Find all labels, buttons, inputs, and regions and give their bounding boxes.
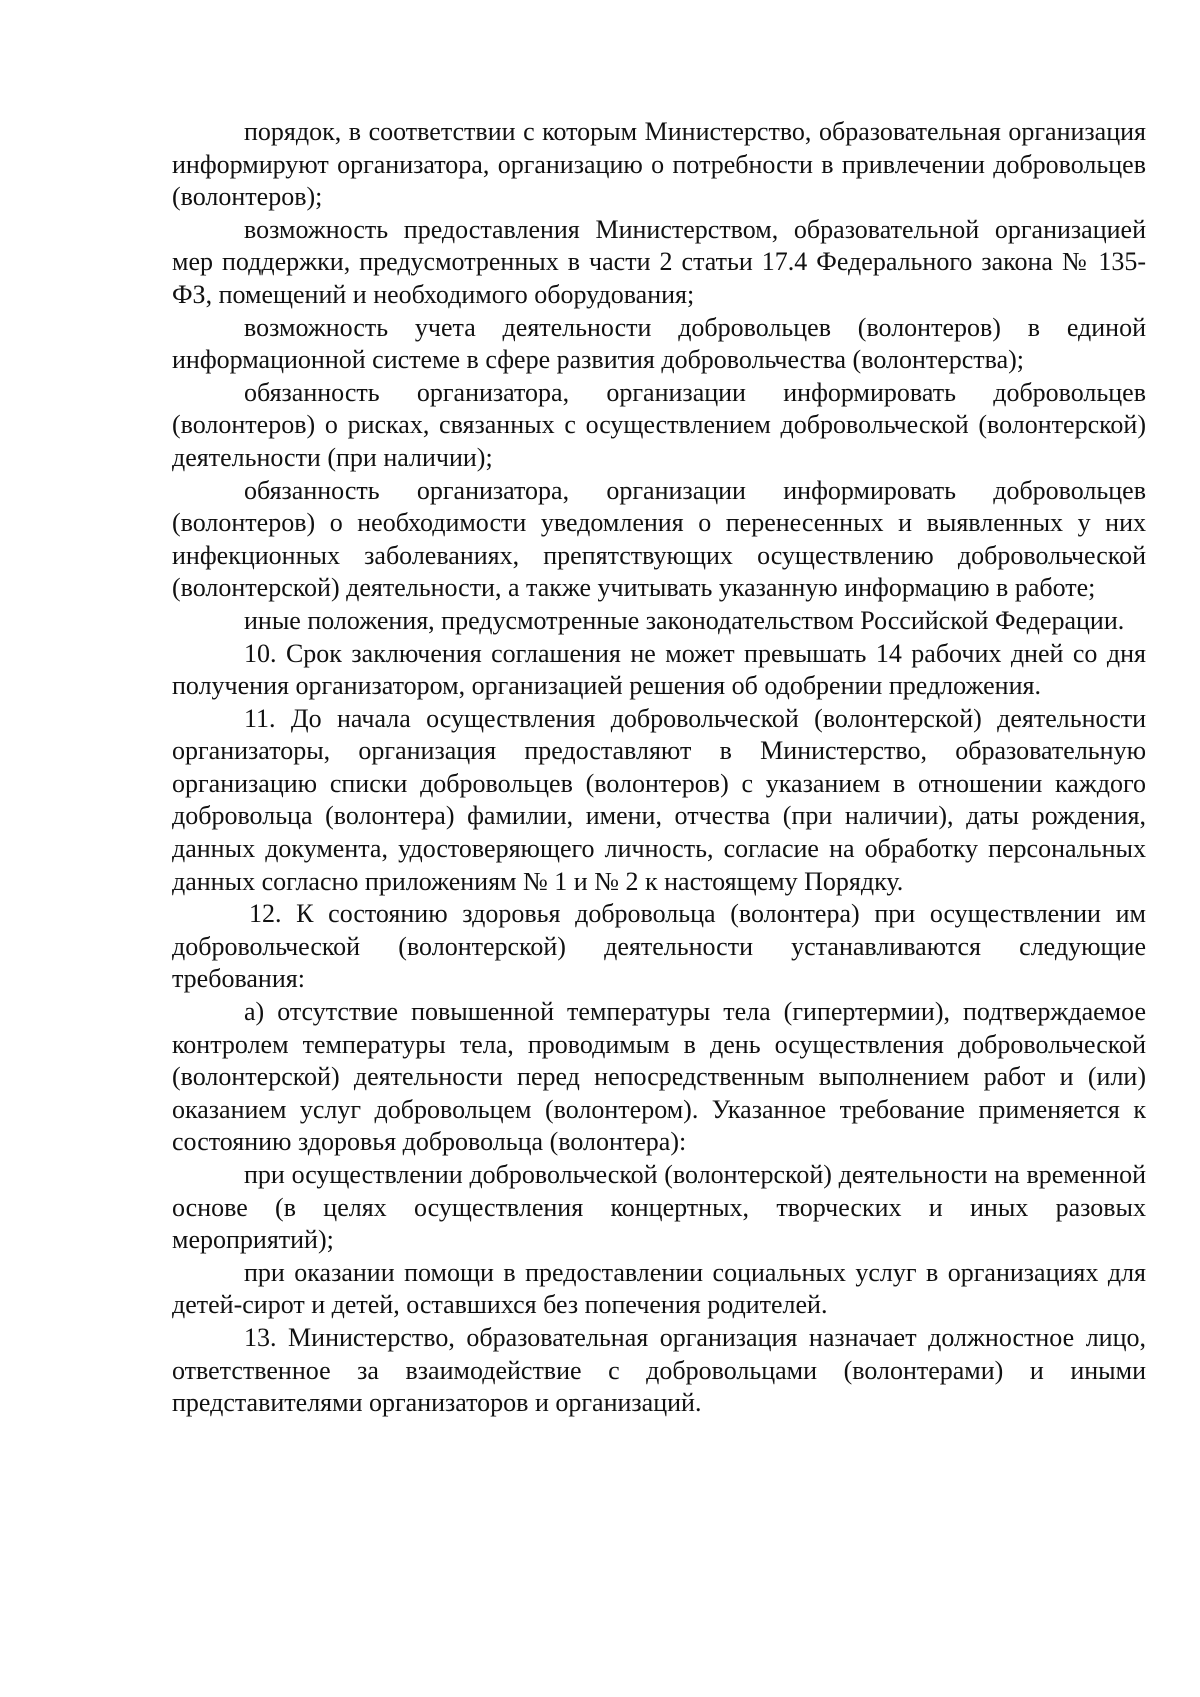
paragraph-information-system: возможность учета деятельности добровольцев (волонтеров) в единой информационной системе в сфере развития добровольчества (волонтерства); <box>172 312 1146 375</box>
paragraph-notification-procedure: порядок, в соответствии с которым Министерство, образовательная организация информируют организатора, организацию о потребности в привлечении добровольцев (волонтеров); <box>172 117 1146 212</box>
paragraph-risk-information: обязанность организатора, организации информировать добровольцев (волонтеров) о рисках, связанных с осуществлением добровольческой (волонтерской) деятельности (при наличии); <box>172 377 1146 472</box>
paragraph-social-services: при оказании помощи в предоставлении социальных услуг в организациях для детей-сирот и детей, оставшихся без попечения родителей. <box>172 1257 1146 1320</box>
paragraph-item-12-a: а) отсутствие повышенной температуры тела (гипертермии), подтверждаемое контролем температуры тела, проводимым в день осуществления добровольческой (волонтерской) деятельности перед непосредственным выполнением работ и (или) оказанием услуг добровольцем (волонтером). Указанное требование применяется к состоянию здоровья добровольца (волонтера): <box>172 997 1146 1157</box>
paragraph-temporary-activity: при осуществлении добровольческой (волонтерской) деятельности на временной основе (в целях осуществления концертных, творческих и иных разовых мероприятий); <box>172 1160 1146 1255</box>
paragraph-infection-notification: обязанность организатора, организации информировать добровольцев (волонтеров) о необходимости уведомления о перенесенных и выявленных у них инфекционных заболеваниях, препятствующих осуществлению добровольческой (волонтерской) деятельности, а также учитывать указанную информацию в работе; <box>172 475 1146 603</box>
paragraph-support-measures: возможность предоставления Министерством, образовательной организацией мер поддержки, предусмотренных в части 2 статьи 17.4 Федерального закона № 135-ФЗ, помещений и необходимого оборудования; <box>172 214 1146 309</box>
paragraph-other-provisions: иные положения, предусмотренные законодательством Российской Федерации. <box>244 605 1125 635</box>
paragraph-item-12: 12. К состоянию здоровья добровольца (волонтера) при осуществлении им добровольческой (волонтерской) деятельности устанавливаются следующие требования: <box>172 899 1146 994</box>
paragraph-item-11: 11. До начала осуществления добровольческой (волонтерской) деятельности организаторы, организация предоставляют в Министерство, образовательную организацию списки добровольцев (волонтеров) с указанием в отношении каждого добровольца (волонтера) фамилии, имени, отчества (при наличии), даты рождения, данных документа, удостоверяющего личность, согласие на обработку персональных данных согласно приложениям № 1 и № 2 к настоящему Порядку. <box>172 703 1146 896</box>
paragraph-item-10: 10. Срок заключения соглашения не может превышать 14 рабочих дней со дня получения организатором, организацией решения об одобрении предложения. <box>172 638 1146 701</box>
document-page <box>172 116 1146 1420</box>
paragraph-item-13: 13. Министерство, образовательная организация назначает должностное лицо, ответственное за взаимодействие с добровольцами (волонтерами) и иными представителями организаторов и организаций. <box>172 1322 1146 1418</box>
